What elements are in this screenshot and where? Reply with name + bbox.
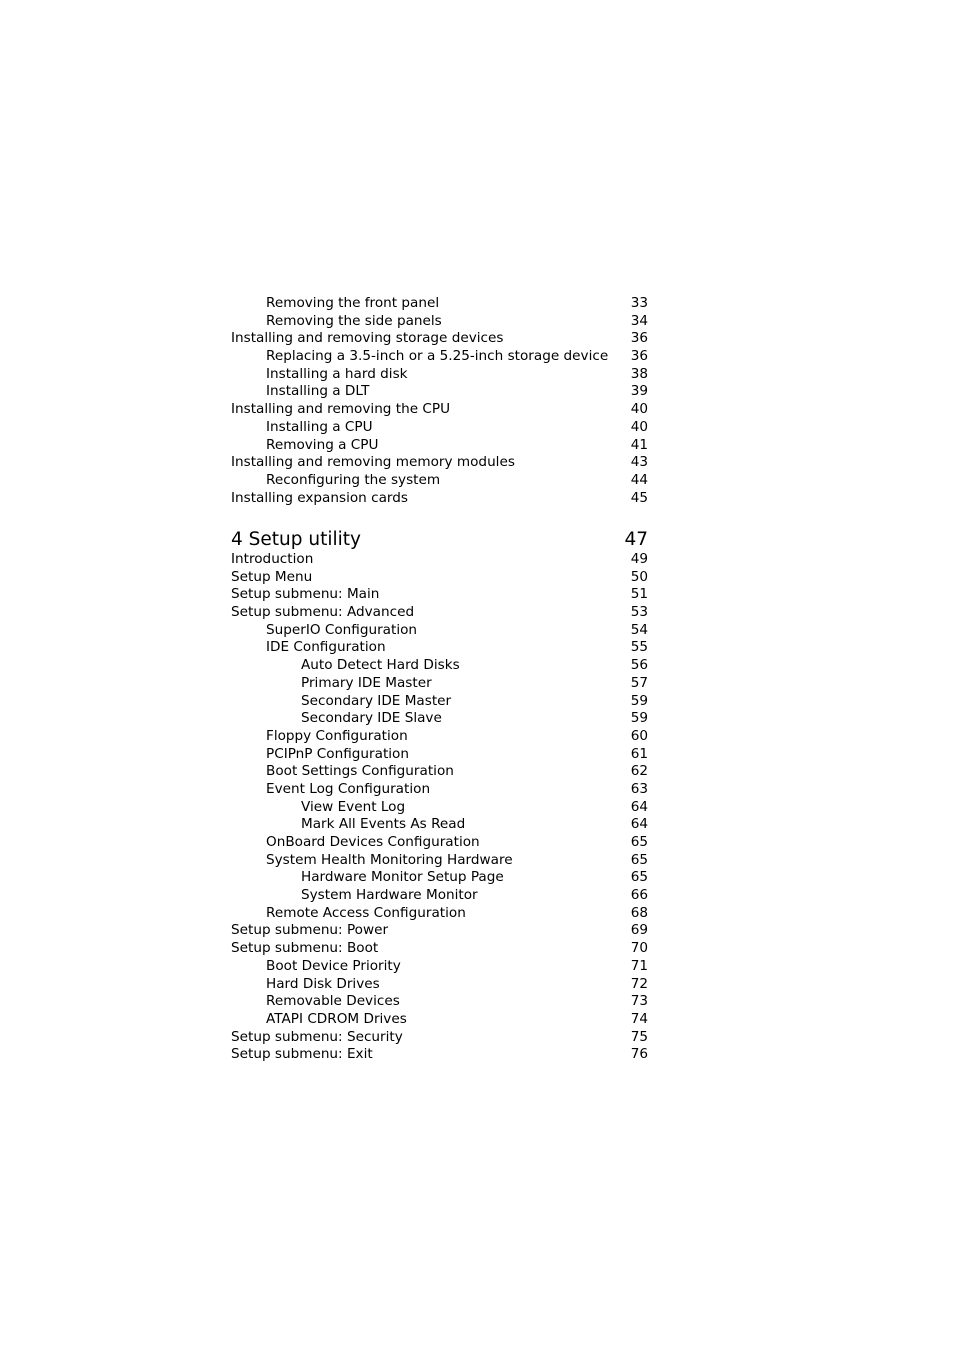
toc-entry-page-number: 56	[630, 657, 648, 674]
toc-entry[interactable]	[231, 905, 648, 923]
toc-entry[interactable]	[231, 728, 648, 746]
toc-entry[interactable]	[231, 551, 648, 569]
toc-entry[interactable]	[231, 976, 648, 994]
toc-entry-title: Setup submenu: Power	[231, 922, 389, 939]
toc-entry[interactable]	[231, 852, 648, 870]
toc-entry-title: PCIPnP Configuration	[266, 745, 409, 762]
toc-entry-page-number: 36	[630, 348, 648, 365]
toc-entry-page-number: 49	[630, 551, 648, 567]
toc-entry-page-number: 34	[630, 312, 648, 329]
toc-entry[interactable]	[231, 657, 648, 675]
toc-entry-page-number: 69	[630, 922, 648, 939]
toc-entry-page-number: 64	[630, 798, 648, 815]
toc-entry-title: Removing the front panel	[266, 295, 440, 311]
toc-entry[interactable]	[231, 639, 648, 657]
toc-entry-page-number: 60	[630, 727, 648, 744]
toc-entry-page-number: 59	[630, 692, 648, 709]
toc-entry[interactable]	[231, 958, 648, 976]
toc-entry[interactable]	[231, 348, 648, 366]
toc-entry-page-number: 53	[630, 604, 648, 621]
toc-entry-title: Setup submenu: Boot	[231, 940, 379, 957]
toc-entry-page-number: 45	[630, 489, 648, 506]
toc-entry-page-number: 76	[630, 1046, 648, 1063]
chapter-heading[interactable]	[231, 529, 648, 551]
toc-entry-title: Installing and removing memory modules	[231, 454, 515, 471]
toc-entry[interactable]	[231, 781, 648, 799]
toc-entry[interactable]	[231, 746, 648, 764]
toc-entry[interactable]	[231, 569, 648, 587]
toc-entry[interactable]	[231, 816, 648, 834]
toc-entry[interactable]	[231, 799, 648, 817]
toc-entry[interactable]	[231, 490, 648, 508]
toc-entry-title: Replacing a 3.5-inch or a 5.25-inch storage device	[266, 348, 609, 365]
toc-entry-title: IDE Configuration	[266, 639, 386, 656]
toc-entry[interactable]	[231, 419, 648, 437]
toc-entry-page-number: 38	[630, 365, 648, 382]
toc-entry-page-number: 44	[630, 471, 648, 488]
toc-entry-title: OnBoard Devices Configuration	[266, 834, 480, 850]
toc-entry[interactable]	[231, 366, 648, 384]
toc-entry[interactable]	[231, 710, 648, 728]
chapter-entries	[231, 551, 648, 1064]
toc-entry[interactable]	[231, 437, 648, 455]
toc-entry[interactable]	[231, 763, 648, 781]
toc-entry-page-number: 39	[630, 383, 648, 400]
toc-entry[interactable]	[231, 295, 648, 313]
toc-entry[interactable]	[231, 401, 648, 419]
toc-entry-page-number: 70	[630, 940, 648, 957]
toc-entry-title: Installing a CPU	[266, 418, 373, 435]
toc-entry[interactable]	[231, 622, 648, 640]
toc-entry[interactable]	[231, 604, 648, 622]
toc-entry-page-number: 43	[630, 454, 648, 471]
toc-entry-page-number: 57	[630, 674, 648, 691]
toc-entry-title: Setup submenu: Main	[231, 586, 380, 603]
toc-entry[interactable]	[231, 940, 648, 958]
toc-entry-title: Installing and removing storage devices	[231, 330, 504, 347]
toc-entry-title: Installing expansion cards	[231, 489, 408, 506]
toc-entry-title: Hard Disk Drives	[266, 975, 380, 992]
toc-entry[interactable]	[231, 675, 648, 693]
toc-entry-title: Secondary IDE Slave	[301, 710, 442, 727]
toc-entry-title: SuperIO Configuration	[266, 621, 418, 638]
toc-entry-title: Floppy Configuration	[266, 727, 408, 744]
toc-section-continued	[231, 295, 648, 507]
toc-entry-page-number: 64	[630, 816, 648, 833]
toc-entry[interactable]	[231, 693, 648, 711]
toc-entry[interactable]	[231, 1029, 648, 1047]
toc-entry-title: Primary IDE Master	[301, 674, 432, 691]
toc-entry-title: Hardware Monitor Setup Page	[301, 869, 504, 886]
toc-entry-page-number: 75	[630, 1028, 648, 1045]
toc-entry-page-number: 51	[630, 586, 648, 603]
toc-chapter-4	[231, 529, 648, 1064]
toc-entry-title: Setup submenu: Security	[231, 1028, 403, 1045]
toc-entry[interactable]	[231, 1011, 648, 1029]
toc-entry-title: Boot Device Priority	[266, 957, 401, 974]
toc-entry[interactable]	[231, 472, 648, 490]
toc-entry-title: System Hardware Monitor	[301, 887, 478, 904]
toc-entry[interactable]	[231, 383, 648, 401]
toc-entry-page-number: 40	[630, 401, 648, 418]
chapter-title: 4 Setup utility	[231, 529, 361, 550]
toc-entry[interactable]	[231, 330, 648, 348]
toc-entry-title: ATAPI CDROM Drives	[266, 1010, 407, 1027]
toc-entry[interactable]	[231, 887, 648, 905]
toc-entry[interactable]	[231, 313, 648, 331]
toc-entry-title: Setup submenu: Advanced	[231, 604, 415, 621]
toc-entry-page-number: 36	[630, 330, 648, 347]
chapter-page-number: 47	[624, 529, 648, 550]
toc-entry-title: Remote Access Configuration	[266, 904, 466, 921]
toc-entry-page-number: 33	[630, 295, 648, 311]
toc-entry-title: Installing a DLT	[266, 383, 370, 400]
toc-entry[interactable]	[231, 993, 648, 1011]
toc-entry-page-number: 74	[630, 1010, 648, 1027]
toc-entry-page-number: 59	[630, 710, 648, 727]
toc-entry-title: Setup Menu	[231, 568, 313, 585]
toc-entry-page-number: 65	[630, 851, 648, 868]
toc-entry-page-number: 61	[630, 745, 648, 762]
toc-entry-title: Mark All Events As Read	[301, 816, 466, 833]
toc-entry-title: Installing a hard disk	[266, 365, 408, 382]
toc-entry-page-number: 63	[630, 780, 648, 797]
toc-entry-page-number: 68	[630, 904, 648, 921]
toc-entry-page-number: 40	[630, 418, 648, 435]
toc-entry[interactable]	[231, 454, 648, 472]
toc-entry[interactable]	[231, 869, 648, 887]
toc-entry-page-number: 50	[630, 568, 648, 585]
toc-entry[interactable]	[231, 922, 648, 940]
toc-entry-page-number: 65	[630, 869, 648, 886]
toc-entry-page-number: 41	[630, 436, 648, 453]
toc-entry[interactable]	[231, 834, 648, 852]
toc-entry-title: Installing and removing the CPU	[231, 401, 451, 418]
toc-entry-page-number: 71	[630, 957, 648, 974]
toc-entry-title: Removing the side panels	[266, 312, 442, 329]
toc-entry-title: Boot Settings Configuration	[266, 763, 454, 780]
toc-entry-page-number: 54	[630, 621, 648, 638]
toc-entry-page-number: 62	[630, 763, 648, 780]
toc-entry-title: View Event Log	[301, 798, 406, 815]
toc-entry-title: Introduction	[231, 551, 314, 567]
toc-entry-page-number: 66	[630, 887, 648, 904]
toc-entry-page-number: 65	[630, 834, 648, 850]
toc-entry-title: Removable Devices	[266, 993, 400, 1010]
toc-entry-page-number: 73	[630, 993, 648, 1010]
toc-entry-title: Setup submenu: Exit	[231, 1046, 373, 1063]
toc-entry-title: Removing a CPU	[266, 436, 379, 453]
toc-entry-title: Reconfiguring the system	[266, 471, 441, 488]
toc-entry-title: System Health Monitoring Hardware	[266, 851, 513, 868]
toc-entry-title: Event Log Configuration	[266, 780, 431, 797]
toc-entry[interactable]	[231, 586, 648, 604]
toc-entry-page-number: 55	[630, 639, 648, 656]
toc-entry-title: Secondary IDE Master	[301, 692, 452, 709]
toc-entry-title: Auto Detect Hard Disks	[301, 657, 460, 674]
toc-entry[interactable]	[231, 1046, 648, 1064]
toc-entry-page-number: 72	[630, 975, 648, 992]
